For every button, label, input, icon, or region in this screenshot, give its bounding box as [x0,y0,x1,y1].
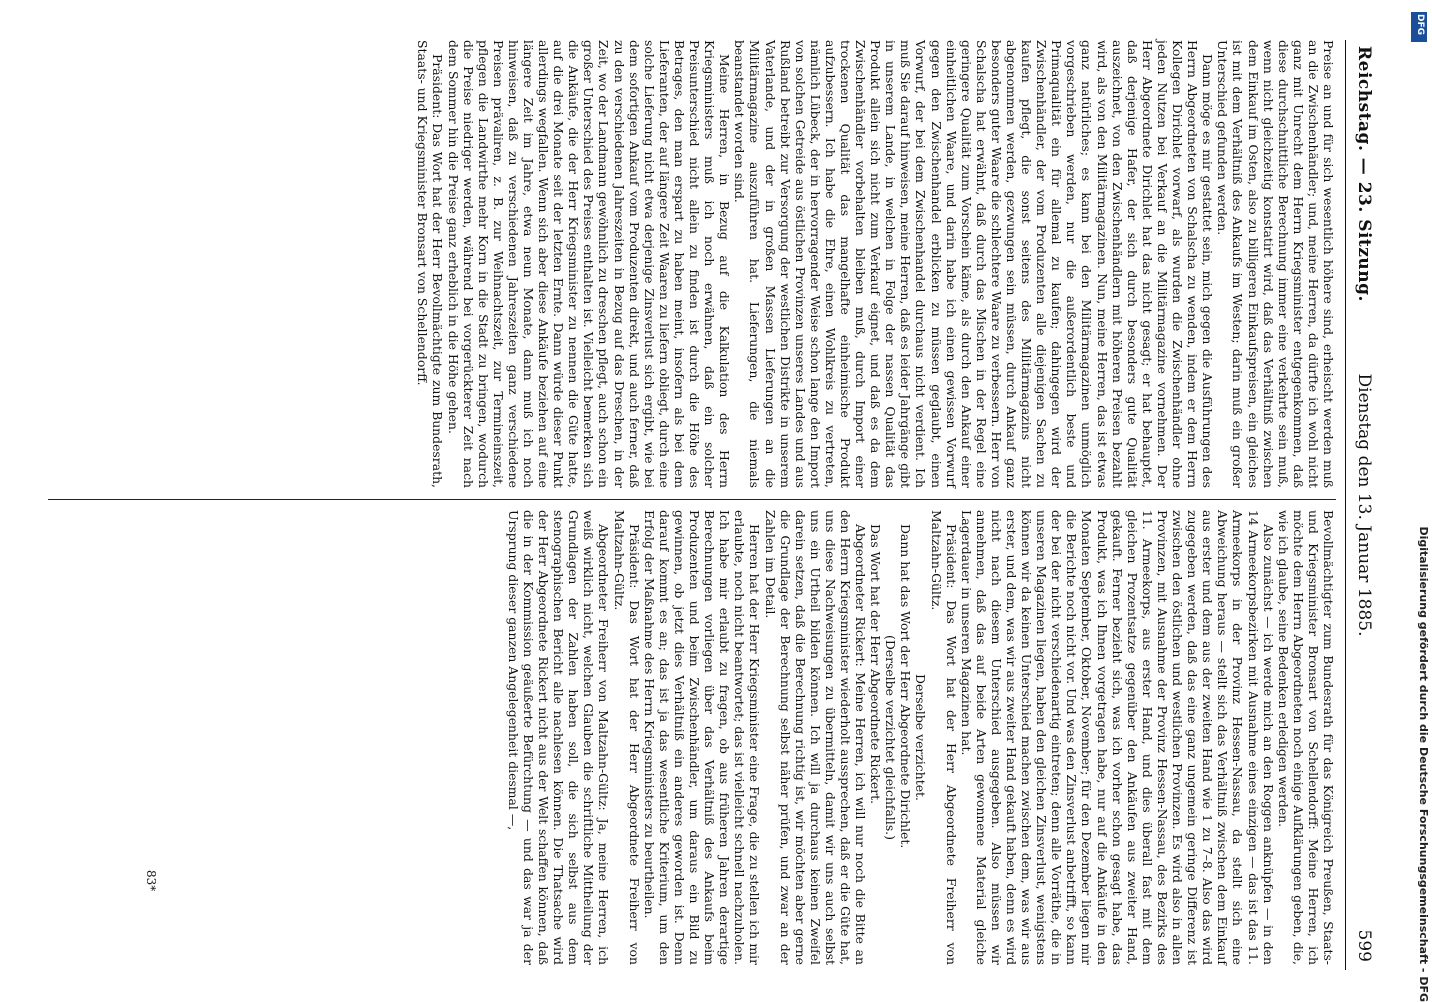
paragraph: Das Wort hat der Herr Abgeordnete Rickert. [868,524,884,805]
paragraph: (Derselbe verzichtet gleichfalls.) [883,635,899,840]
session-date: Dienstag den 13. Januar 1885. [1354,373,1374,637]
paragraph: Abgeordneter Rickert: Meine Herren, ich will nur noch die Bitte an den Herrn Kriegsminister wiederholt aussprechen, daß er die Güte hat, uns diese Nachweisungen zu übermitteln, damit wir uns auch selbst uns ein Urtheil bilden können. Ich will ja durchaus keinen Zweifel darein setzen, daß die Berechnung richtig ist, wir möchten aber gerne die Grundlage der Berechnung selbst näher prüfen, und zwar an der Zahlen im Detail. [762,510,869,965]
paragraph: Präsident: Das Wort hat der Herr Abgeordnete Freiherr von Maltzahn-Gültz. [928,510,959,965]
paragraph: Abgeordneter Freiherr von Maltzahn-Gültz: Ja, meine Herren, ich weiß wirklich nicht, welchen Glauben die schriftliche Mittheilung der Grundlagen der Zahlen haben soll, die sich selbst aus dem stenographischen Bericht alle nachlesen können. Die Thatsache wird der Herr Abgeordnete Rickert nicht aus der Welt schaffen können, daß die in der Kommission geäußerte Befürchtung — und das war ja der Ursprung dieser ganzen Angelegenheit diesmal —, [505,510,612,965]
signature-mark: 83* [144,870,158,892]
paragraph: Preise an und für sich wesentlich höhere sind, erheischt werden muß an die Zwischenhändler; und, meine Herren, da dürfte ich wohl nicht ganz mit Unrecht dem Herrn Kriegsminister entgegenkommen, daß diese durchschnittliche Berechnung immer eine verkehrte sein muß, wenn nicht gleichzeitig konstatirt wird, daß das Verhältniß zwischen dem Einkauf im Osten, also zu billigeren Einkaufspreisen, ein gleiches ist mit dem Verhältniß des Ankaufs im Westen; darin muß ein großer Unterschied gefunden werden. [1215,40,1336,488]
dfg-sidebar [1408,6,1430,1000]
scanned-page [40,40,1380,970]
paragraph: Derselbe verzichtet. [913,674,929,801]
paragraph: Meine Herren, in Bezug auf die Kalkulation des Herrn Kriegsministers muß ich noch erwähnen, daß ein solcher Preisunterschied nicht allein zu finden ist durch die Höhe des Betrages, den man erspart zu haben meint, insofern als bei dem Lieferanten, der auf längere Zeit Waaren zu liefern obliegt, durch eine solche Lieferung nicht etwa derjenige Zinsverlust sich ergibt, wie bei dem sofortigen Ankauf vom Produzenten direkt, und auch ferner, daß zu den verschiedenen Jahreszeiten in Bezug auf das Dreschen, in der Zeit, wo der Landmann gewöhnlich zu dreschen pflegt, auch schon ein großer Unterschied des Preises enthalten ist. Vielleicht bemerken sich die Ankäufe, die der Herr Kriegsminister zu nennen die Güte hatte, auf die drei Monate seit der letzten Ernte. Dann würde dieser Punkt allerdings wegfallen. Wenn sich aber diese Ankäufe beziehen auf eine längere Zeit im Jahre, etwa neun Monate, dann muß ich noch hinweisen, daß zu verschiedenen Jahreszeiten ganz verschiedene Preisen prävaliren, z. B. zur Weihnachtszeit, zur Termineinszeit, pflegen die Landwirthe mehr Korn in die Stadt zu bringen, wodurch die Preise niedriger werden, während bei vorgerückterer Zeit nach dem Sommer hin die Preise ganz erheblich in die Höhe gehen. [445,40,733,488]
page-number: 599 [1354,929,1374,962]
page-header [1345,40,1380,970]
paragraph: Präsident: Das Wort hat der Herr Bevollmächtigte zum Bundesrath, Staats- und Kriegsminister Bronsart von Schellendorff. [415,40,446,488]
dfg-logo: DFG [1411,12,1427,42]
digitization-credit: Digitalisierung gefördert durch die Deutsche Forschungsgemeinschaft - DFG [1417,526,1430,1002]
column-divider [48,499,1336,500]
paragraph: Dann möge es mir gestattet sein, mich gegen die Ausführungen des Herrn Abgeordneten von Schalscha zu wenden, indem er dem Herrn Kollegen Dirichlet vorwarf, als wurden die Zwischenhändler ohne jeden Nutzen bei Verkauf an die Militärmagazine vornehmen. Der Herr Abgeordnete Dirichlet hat das nicht gesagt; er hat behauptet, daß derjenige Hafer, der sich durch besonders gute Qualität auszeichnet, von den Zwischenhändlern mit höheren Preisen bezahlt wird, als von den Militärmagazinen. Nun, meine Herren, das ist etwas ganz natürliches; es kann bei den Militärmagazinen unmöglich vorgeschrieben werden, nur die außerordentlich beste und Primaqualität ein für allemal zu kaufen; dahingegen wird der Zwischenhändler, der vom Produzenten alle diejenigen Sachen zu kaufen pflegt, die sonst seitens des Militärmagazins nicht abgenommen werden, gezwungen sein müssen, durch Ankauf ganz besonders guter Waare die schlechtere Waare zu verbessern. Herr von Schalscha hat erwähnt, daß durch das Mischen in der Regel eine geringere Qualität zum Vorschein käme, als durch den Ankauf einer einheitlichen Waare, und darin habe ich einen gewissen Vorwurf gegen den Zwischenhandel erblicken zu müssen geglaubt, einen Vorwurf, der bei dem Zwischenhandel durchaus nicht verdient. Ich muß Sie darauf hinweisen, meine Herren, daß es leider Jahrgänge gibt in unserem Lande, in welchen in Folge der nassen Qualität das Produkt allein sich nicht zum Verkauf eignet, und daß es da dem Zwischenhändler vorbehalten bleiben muß, durch Import einer trockenen Qualität das mangelhafte einheimische Produkt aufzubessern. Ich habe die Ehre, einen Wohlkreis zu vertreten, nämlich Lübeck, der in hervorragender Weise schon lange den Import von solchen Getreide aus östlichen Provinzen unseres Landes und aus Rußland betreibt zur Versorgung der westlichen Distrikte in unserem Vaterlande, und der in großen Massen Lieferungen an die Militärmagazine auszuführen hat. Lieferungen, die niemals beanstandet worden sind. [732,40,1216,488]
paragraph: Also zunächst — ich werde mich an den Roggen anknüpfen — in den 14 Armeekorpsbezirken mit Ausnahme eines einzigen — das ist das 11. Armeekorps in der Provinz Hessen-Nassau, da stellt sich eine Abweichung heraus — stellt sich das Verhältniß zwischen dem Einkauf aus erster und dem aus der zweiten Hand wie 1 zu 7–8. Also das wird zugegeben werden, daß das eine ganz ungemein geringe Differenz ist zwischen den östlichen und westlichen Provinzen. Es wird also in allen Provinzen, mit Ausnahme der Provinz Hessen-Nassau, des Bezirks des 11. Armeekorps, aus erster Hand, und dies überall fast mit dem gleichen Prozentsatze gegenüber den Ankäufen aus zweiter Hand, gekauft. Ferner bezieht sich, was ich vorher schon gesagt habe, das Produkt, was ich Ihnen vorgetragen habe, nur auf die Ankäufe in den Monaten September, Oktober, November; für den Dezember liegen mir die Berichte noch nicht vor. Und was den Zinsverlust anbetrifft, so kann der bei der nicht verschiedenartig eintreten; denn alle Vorräthe, die in unseren Magazinen liegen, haben den gleichen Zinsverlust, wenigstens können wir da keinen Unterschied machen zwischen dem, was wir aus erster, und dem, was wir aus zweiter Hand gekauft haben, denn es wird nicht nach diesem Unterschied ausgegeben. Also müssen wir annehmen, daß das auf beide Arten gewonnene Material gleiche Lagerdauer in unseren Magazinen hat. [958,510,1276,965]
paragraph: Herren hat der Herr Kriegsminister eine Frage, die zu stellen ich mir erlaubte, noch nicht beantwortet; das ist vielleicht schnell nachzuholen. Ich habe mir erlaubt zu fragen, ob aus früheren Jahren derartige Berechnungen vorliegen über das Verhältniß des Ankaufs beim Produzenten und beim Zwischenhändler, um daraus ein Bild zu gewinnen, ob jetzt dies Verhältniß ein anderes geworden ist. Denn darauf kommt es an; das ist ja das wesentliche Kriterium, um den Erfolg der Maßnahme des Herrn Kriegsministers zu beurtheilen. [641,510,763,965]
paragraph: Dann hat das Wort der Herr Abgeordnete Dirichlet. [898,524,914,849]
left-column [415,40,1336,488]
paragraph: Bevollmächtigter zum Bundesrath für das Königreich Preußen, Staats- und Kriegsminister Bronsart von Schellendorff: Meine Herren, ich möchte dem Herrn Abgeordneten noch einige Aufklärungen geben, die, wie ich glaube, seine Bedenken erledigen werden. [1275,510,1336,965]
paragraph: Präsident: Das Wort hat der Herr Abgeordnete Freiherr von Maltzahn-Gültz. [611,510,642,965]
running-title: Reichstag. — 23. Sitzung. [1354,46,1374,302]
right-column [506,510,1336,965]
